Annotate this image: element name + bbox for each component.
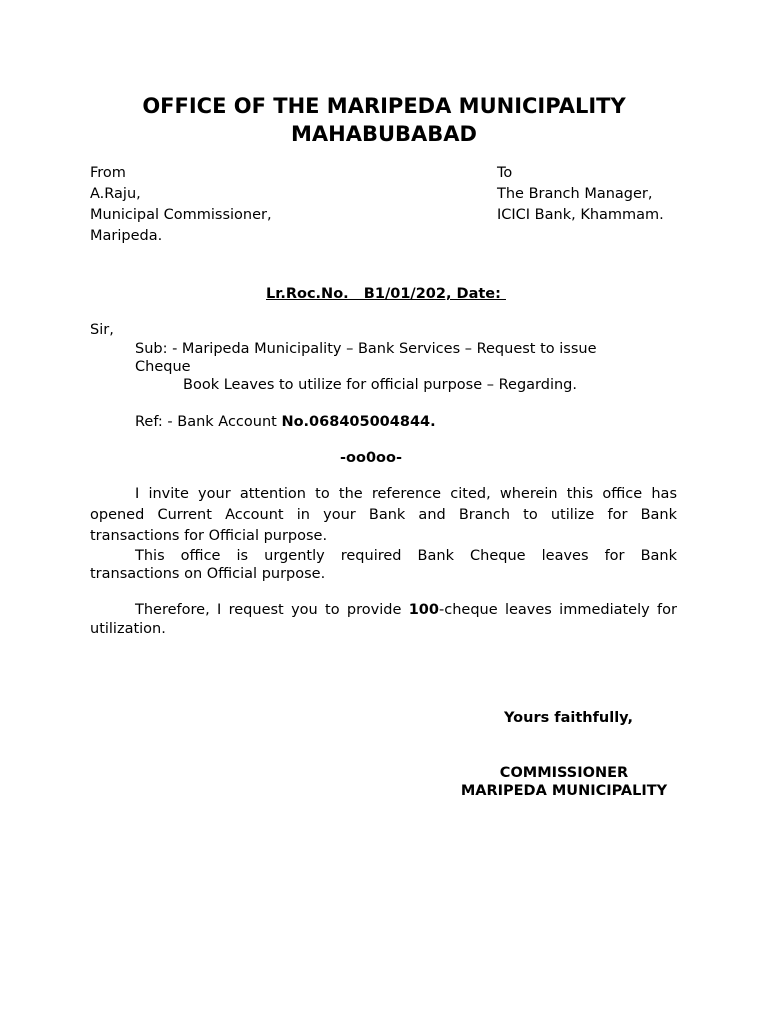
ref-line xyxy=(135,412,436,433)
para3-before: Therefore, I request you to provide xyxy=(135,602,409,618)
signatory-office: MARIPEDA MUNICIPALITY xyxy=(460,783,668,799)
ref-prefix: Ref: - Bank Account xyxy=(135,414,282,430)
sender-place: Maripeda. xyxy=(90,228,163,244)
from-block xyxy=(90,163,272,247)
para1-line-2: opened Current Account in your Bank and Branch to utilize for Bank xyxy=(90,507,677,523)
signatory-designation: COMMISSIONER xyxy=(499,765,629,781)
salutation: Sir, xyxy=(90,322,114,338)
para2-line-1: This office is urgently required Bank Cheque leaves for Bank xyxy=(135,548,677,564)
para2-line-2: transactions on Official purpose. xyxy=(90,566,326,582)
cheque-count: 100 xyxy=(408,602,439,618)
subject-line-1: Sub: - Maripeda Municipality – Bank Services – Request to issue xyxy=(135,341,597,357)
reference-number: Lr.Roc.No. B1/01/202, Date: xyxy=(266,286,506,302)
from-label: From xyxy=(90,165,126,181)
sender-name: A.Raju, xyxy=(90,186,141,202)
recipient-bank: ICICI Bank, Khammam. xyxy=(497,207,664,223)
valediction: Yours faithfully, xyxy=(504,710,634,726)
subject-line-3: Book Leaves to utilize for official purpose – Regarding. xyxy=(183,377,577,393)
para1-line-1: I invite your attention to the reference cited, wherein this office has xyxy=(135,486,677,502)
para3-line-2: utilization. xyxy=(90,621,166,637)
to-label: To xyxy=(497,165,513,181)
subject-line-2: Cheque xyxy=(135,359,191,375)
office-location: MAHABUBABAD xyxy=(291,122,477,146)
separator: -oo0oo- xyxy=(340,450,402,466)
sender-designation: Municipal Commissioner, xyxy=(90,207,272,223)
to-block xyxy=(497,163,664,226)
bank-account-number: No.068405004844. xyxy=(281,414,436,430)
office-title: OFFICE OF THE MARIPEDA MUNICIPALITY xyxy=(142,94,626,118)
para3-line-1 xyxy=(90,600,677,621)
para1-line-3: transactions for Official purpose. xyxy=(90,528,328,544)
para3-after: -cheque leaves immediately for xyxy=(439,602,677,618)
recipient-designation: The Branch Manager, xyxy=(497,186,653,202)
